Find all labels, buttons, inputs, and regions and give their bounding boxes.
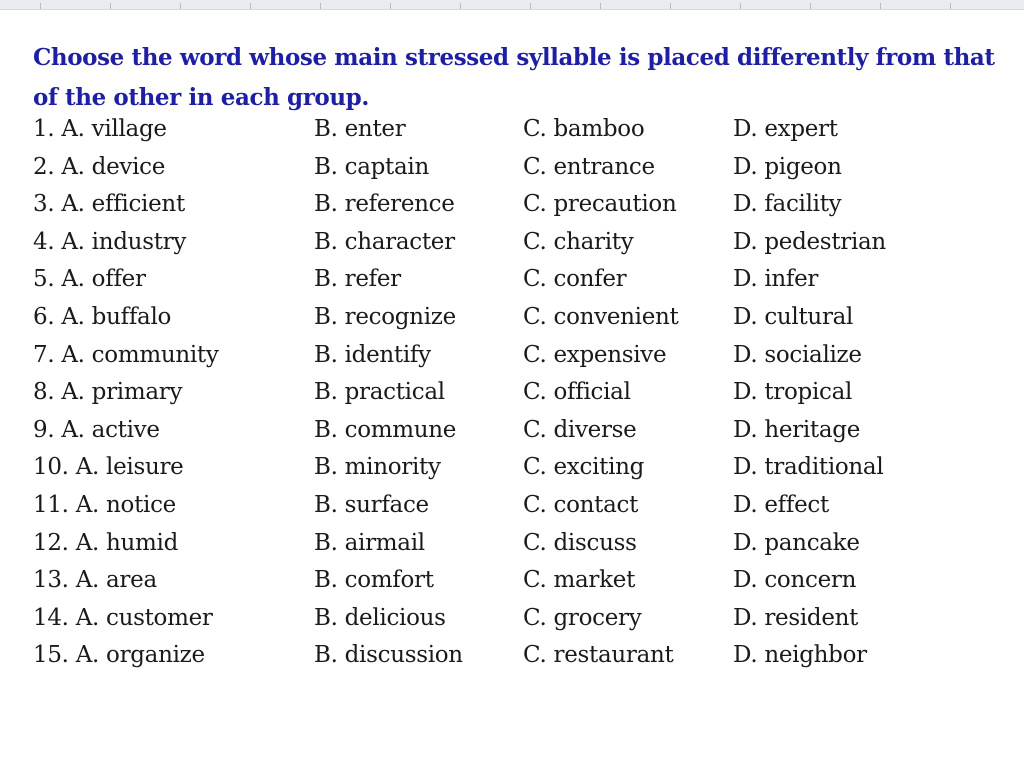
- option-c: C. precaution: [523, 191, 677, 218]
- option-a: 11. A. notice: [33, 491, 176, 518]
- option-c: C. bamboo: [523, 116, 645, 142]
- question-row-4: [33, 224, 993, 262]
- option-b: B. minority: [314, 454, 441, 481]
- ruler-tick: [320, 3, 321, 9]
- ruler-tick: [600, 3, 601, 9]
- ruler-tick: [110, 3, 111, 9]
- option-d: D. tropical: [733, 379, 853, 406]
- ruler-tick: [460, 3, 461, 9]
- option-a: 7. A. community: [33, 341, 219, 368]
- option-d: D. resident: [733, 604, 859, 631]
- option-b: B. character: [314, 228, 455, 255]
- option-d: D. socialize: [733, 341, 862, 368]
- question-row-5: [33, 261, 993, 299]
- ruler-tick: [250, 3, 251, 9]
- question-row-6: [33, 299, 993, 337]
- ruler-tick: [810, 3, 811, 9]
- option-b: B. identify: [314, 341, 431, 368]
- option-a: 1. A. village: [33, 116, 167, 142]
- option-a: 15. A. organize: [33, 642, 205, 669]
- option-a: 5. A. offer: [33, 266, 146, 293]
- option-c: C. entrance: [523, 153, 655, 180]
- option-a: 9. A. active: [33, 416, 160, 443]
- question-row-3: [33, 186, 993, 224]
- option-c: C. diverse: [523, 416, 637, 443]
- ruler-tick: [880, 3, 881, 9]
- option-d: D. pancake: [733, 529, 860, 556]
- option-d: D. pigeon: [733, 153, 842, 180]
- option-c: C. grocery: [523, 604, 642, 631]
- option-b: B. practical: [314, 379, 445, 406]
- question-row-10: [33, 449, 993, 487]
- question-row-7: [33, 337, 993, 375]
- option-a: 14. A. customer: [33, 604, 213, 631]
- option-d: D. heritage: [733, 416, 861, 443]
- option-b: B. delicious: [314, 604, 446, 631]
- question-row-15: [33, 637, 993, 675]
- question-row-14: [33, 600, 993, 638]
- ruler-tick: [530, 3, 531, 9]
- option-c: C. contact: [523, 491, 639, 518]
- question-row-11: [33, 487, 993, 525]
- option-d: D. traditional: [733, 454, 884, 481]
- option-c: C. exciting: [523, 454, 645, 481]
- option-a: 8. A. primary: [33, 379, 183, 406]
- option-b: B. comfort: [314, 567, 434, 594]
- option-c: C. discuss: [523, 529, 637, 556]
- option-d: D. concern: [733, 567, 857, 594]
- option-b: B. discussion: [314, 642, 463, 669]
- option-b: B. enter: [314, 116, 406, 142]
- option-d: D. expert: [733, 116, 838, 142]
- ruler-tick: [180, 3, 181, 9]
- exercise-instruction: Choose the word whose main stressed syllable is placed differently from that of the other in each group.: [33, 44, 995, 111]
- option-a: 12. A. humid: [33, 529, 179, 556]
- question-row-1: [33, 111, 993, 149]
- option-d: D. neighbor: [733, 642, 867, 669]
- question-row-13: [33, 562, 993, 600]
- ruler-tick: [950, 3, 951, 9]
- option-b: B. reference: [314, 191, 455, 218]
- option-b: B. captain: [314, 153, 429, 180]
- question-row-12: [33, 525, 993, 563]
- option-b: B. commune: [314, 416, 457, 443]
- option-c: C. confer: [523, 266, 627, 293]
- option-a: 13. A. area: [33, 567, 157, 594]
- option-d: D. cultural: [733, 303, 854, 330]
- option-a: 2. A. device: [33, 153, 166, 180]
- option-b: B. airmail: [314, 529, 425, 556]
- option-d: D. facility: [733, 191, 842, 218]
- option-d: D. effect: [733, 491, 829, 518]
- option-c: C. market: [523, 567, 636, 594]
- option-b: B. refer: [314, 266, 401, 293]
- option-c: C. charity: [523, 228, 634, 255]
- option-d: D. infer: [733, 266, 819, 293]
- ruler-tick: [670, 3, 671, 9]
- ruler-tick: [40, 3, 41, 9]
- document-ruler: [0, 0, 1024, 10]
- option-a: 4. A. industry: [33, 228, 187, 255]
- option-c: C. restaurant: [523, 642, 674, 669]
- option-a: 10. A. leisure: [33, 454, 184, 481]
- option-c: C. official: [523, 379, 631, 406]
- option-a: 3. A. efficient: [33, 191, 185, 218]
- question-row-8: [33, 374, 993, 412]
- question-row-2: [33, 149, 993, 187]
- question-list: [33, 111, 993, 675]
- option-b: B. surface: [314, 491, 429, 518]
- question-row-9: [33, 412, 993, 450]
- option-a: 6. A. buffalo: [33, 303, 172, 330]
- option-c: C. convenient: [523, 303, 679, 330]
- option-c: C. expensive: [523, 341, 667, 368]
- ruler-tick: [740, 3, 741, 9]
- option-b: B. recognize: [314, 303, 456, 330]
- option-d: D. pedestrian: [733, 228, 886, 255]
- ruler-tick: [390, 3, 391, 9]
